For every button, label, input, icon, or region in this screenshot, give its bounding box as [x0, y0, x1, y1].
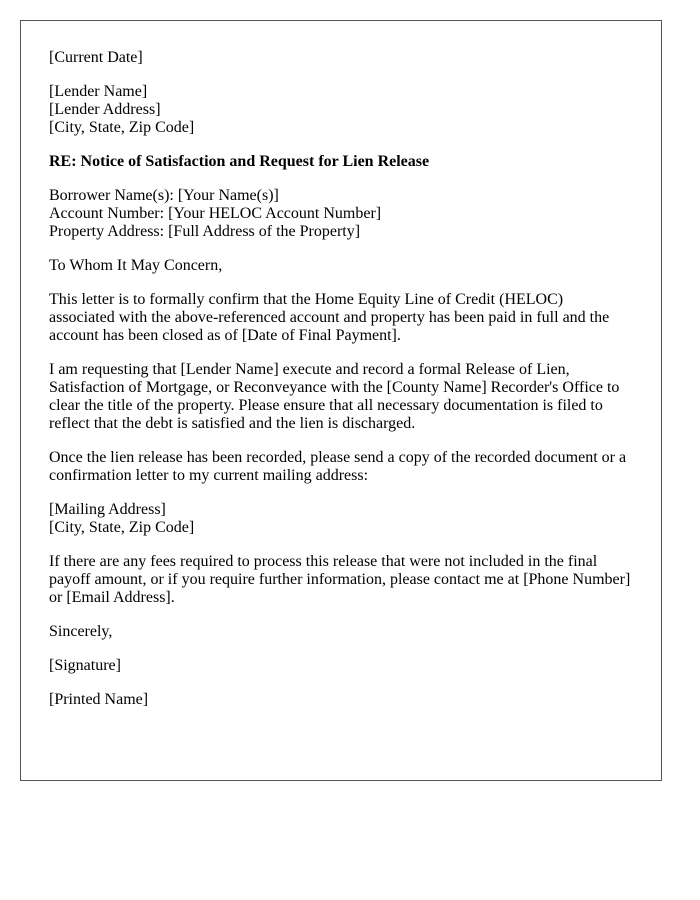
account-number: Account Number: [Your HELOC Account Number] — [49, 205, 382, 222]
mailing-address: [Mailing Address] — [49, 501, 166, 518]
body-paragraph: Once the lien release has been recorded, please send a copy of the recorded document or a confirmation letter to my current mailing address: — [49, 449, 627, 484]
body-paragraph: I am requesting that [Lender Name] execute and record a formal Release of Lien, Satisfaction of Mortgage, or Reconveyance with the [County Name] Recorder's Office to clear the title of the property. Please ensure that all necessary documentation is filed to reflect that the debt is satisfied and the lien is discharged. — [49, 361, 620, 432]
closing: Sincerely, — [49, 623, 113, 640]
body-paragraph: This letter is to formally confirm that the Home Equity Line of Credit (HELOC) associated with the above-referenced account and property has been paid in full and the account has been closed as of [Date of Final Payment]. — [49, 291, 610, 344]
mailing-city-state-zip: [City, State, Zip Code] — [49, 519, 195, 536]
lender-address: [Lender Address] — [49, 101, 161, 118]
lender-city-state-zip: [City, State, Zip Code] — [49, 119, 195, 136]
property-address: Property Address: [Full Address of the Property] — [49, 223, 361, 240]
subject-line: RE: Notice of Satisfaction and Request for Lien Release — [49, 153, 430, 170]
account-details — [49, 187, 632, 241]
signature: [Signature] — [49, 657, 121, 674]
letter-date: [Current Date] — [49, 49, 143, 66]
lender-name: [Lender Name] — [49, 83, 148, 100]
recipient-block — [49, 83, 632, 137]
letter-page — [20, 20, 662, 781]
fees-paragraph: If there are any fees required to process this release that were not included in the final payoff amount, or if you require further information, please contact me at [Phone Number] or [Email Address]. — [49, 553, 631, 606]
borrower-names: Borrower Name(s): [Your Name(s)] — [49, 187, 279, 204]
printed-name: [Printed Name] — [49, 691, 149, 708]
salutation: To Whom It May Concern, — [49, 257, 223, 274]
mailing-block — [49, 501, 632, 537]
